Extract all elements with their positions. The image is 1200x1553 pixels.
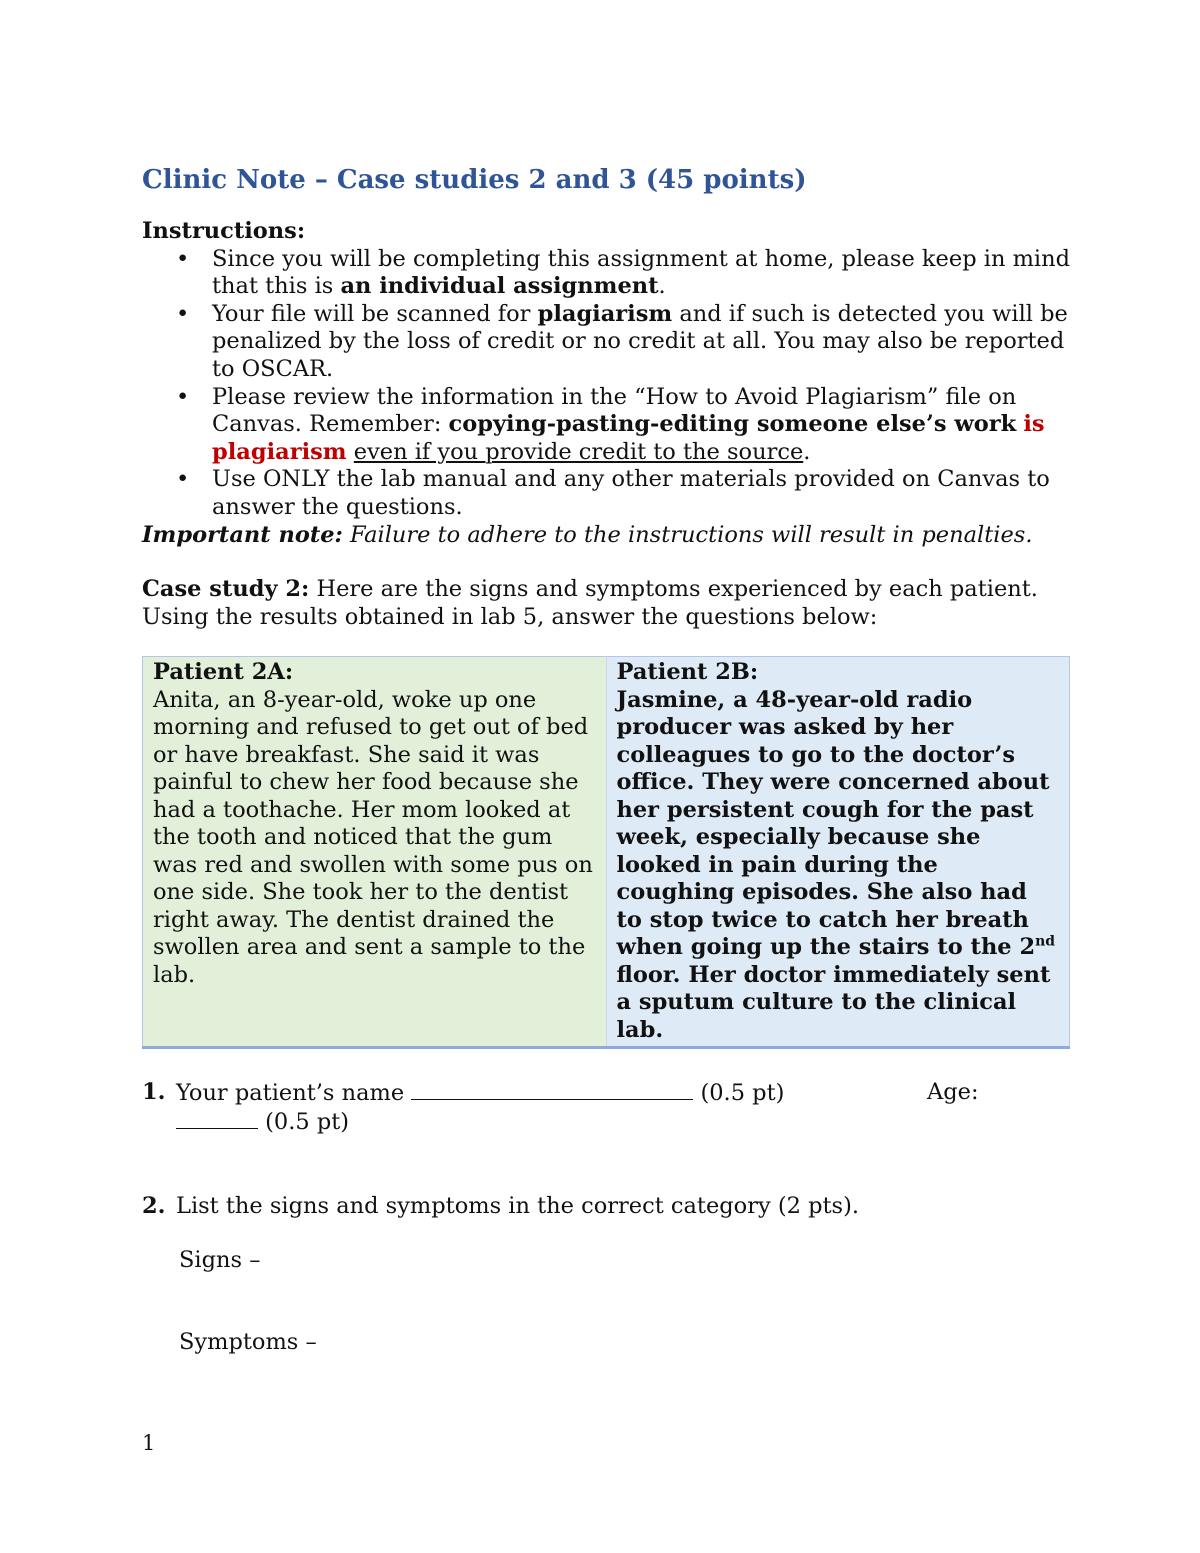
document-title: Clinic Note – Case studies 2 and 3 (45 points) xyxy=(142,165,807,195)
instructions-heading: Instructions: xyxy=(142,218,306,244)
question-number: 1. xyxy=(142,1079,166,1106)
document-body xyxy=(142,162,1072,1356)
bullet-icon: • xyxy=(176,300,190,327)
patient-2a-cell xyxy=(143,657,607,1048)
symptoms-label: Symptoms – xyxy=(179,1328,317,1355)
patient-2a-heading: Patient 2A: xyxy=(153,659,294,686)
patient-name-blank[interactable] xyxy=(411,1079,693,1100)
age-label: Age: xyxy=(927,1079,979,1106)
instruction-item: • Your file will be scanned for plagiarism and if such is detected you will be penalized by the loss of credit or no credit at all. You may also be reported to OSCAR. xyxy=(176,300,1068,382)
bullet-icon: • xyxy=(176,466,190,493)
question-number: 2. xyxy=(142,1192,166,1219)
patient-2b-cell xyxy=(606,657,1070,1048)
question-1: 1. Your patient’s name (0.5 pt) Age: (0.5 pt) xyxy=(142,1079,979,1135)
age-blank[interactable] xyxy=(176,1108,258,1129)
page-number: 1 xyxy=(142,1431,156,1455)
question-2: 2. List the signs and symptoms in the correct category (2 pts). xyxy=(142,1192,860,1219)
case-study-intro: Case study 2: Here are the signs and symptoms experienced by each patient. Using the results obtained in lab 5, answer the questions below: xyxy=(142,576,1038,630)
instruction-item: • Since you will be completing this assignment at home, please keep in mind that this is an individual assignment. xyxy=(176,245,1071,300)
patient-2b-heading: Patient 2B: xyxy=(616,659,759,686)
signs-label: Signs – xyxy=(179,1247,261,1274)
bullet-icon: • xyxy=(176,383,190,410)
patients-table xyxy=(142,656,1070,1049)
instruction-item: • Please review the information in the “How to Avoid Plagiarism” file on Canvas. Remember: copying-pasting-editing someone else’s work is plagiarism even if you provide credit to the source. xyxy=(176,383,1045,465)
plagiarism-warning: is plagiarism xyxy=(212,411,1045,465)
instructions-list xyxy=(142,246,1072,522)
bullet-icon: • xyxy=(176,245,190,272)
important-note: Important note: Failure to adhere to the instructions will result in penalties. xyxy=(142,521,1033,548)
patient-2a-text: Anita, an 8-year-old, woke up one morning and refused to get out of bed or have breakfast. She said it was painful to chew her food because she had a toothache. Her mom looked at the tooth and noticed that the gum was red and swollen with some pus on one side. She took her to the dentist right away. The dentist drained the swollen area and sent a sample to the lab. xyxy=(153,686,593,988)
instruction-item: • Use ONLY the lab manual and any other materials provided on Canvas to answer the questions. xyxy=(176,466,1050,520)
patient-2b-text: Jasmine, a 48-year-old radio producer was asked by her colleagues to go to the doctor’s office. They were concerned about her persistent cough for the past week, especially because she looked in pain during the coughing episodes. She also had to stop twice to catch her breath when going up the stairs to the 2nd floor. Her doctor immediately sent a sputum culture to the clinical lab. xyxy=(616,686,1056,1043)
